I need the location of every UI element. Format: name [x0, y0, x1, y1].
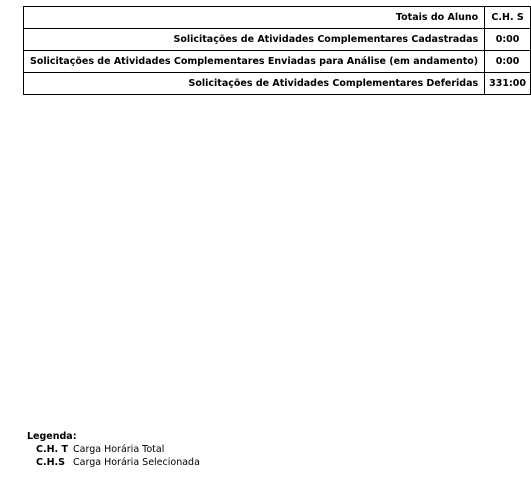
legend-item-cht: [27, 443, 200, 456]
legend-text: Carga Horária Total: [73, 444, 165, 455]
row-label-em-analise: Solicitações de Atividades Complementares Enviadas para Análise (em andamento): [24, 51, 485, 73]
row-value-cadastradas: 0:00: [485, 29, 531, 51]
totals-header-value: C.H. S: [485, 7, 531, 29]
legend-code: C.H. T: [36, 444, 68, 455]
row-label-cadastradas: Solicitações de Atividades Complementares Cadastradas: [24, 29, 485, 51]
legend-text: Carga Horária Selecionada: [73, 457, 200, 468]
legend-item-chs: [27, 456, 200, 469]
totals-header-label: Totais do Aluno: [24, 7, 485, 29]
row-value-em-analise: 0:00: [485, 51, 531, 73]
totals-header-row: [24, 7, 531, 29]
legend: [27, 430, 200, 469]
table-row: [24, 29, 531, 51]
table-row: [24, 73, 531, 95]
legend-title: Legenda:: [27, 431, 77, 442]
row-label-deferidas: Solicitações de Atividades Complementares Deferidas: [24, 73, 485, 95]
row-value-deferidas: 331:00: [485, 73, 531, 95]
table-row: [24, 51, 531, 73]
totals-table: [23, 6, 531, 95]
legend-code: C.H.S: [36, 457, 65, 468]
